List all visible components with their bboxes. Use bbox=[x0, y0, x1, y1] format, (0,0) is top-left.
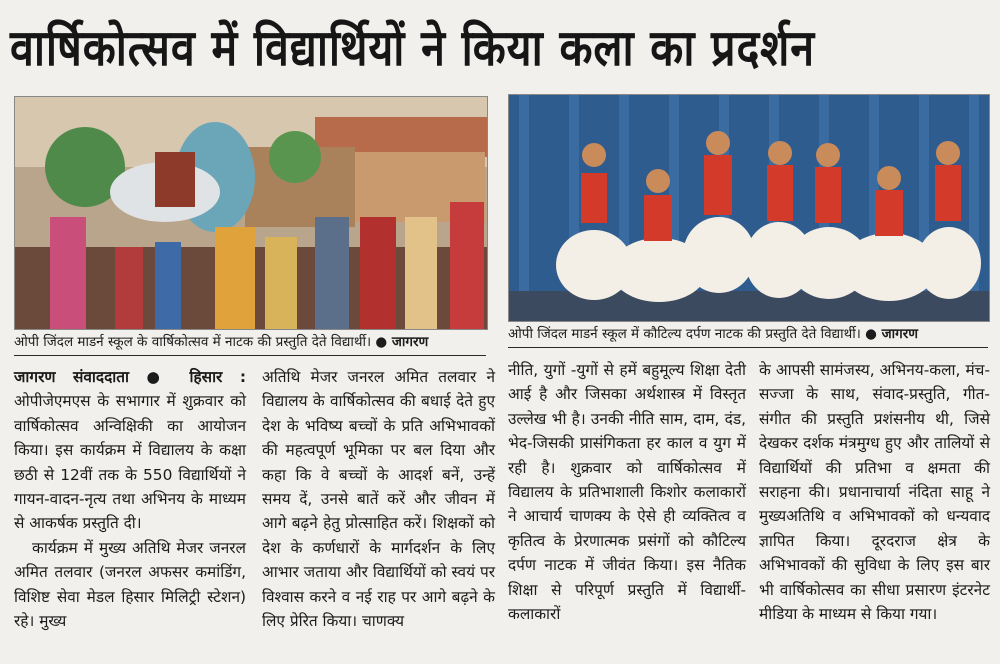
headline: वार्षिकोत्सव में विद्यार्थियों ने किया कला का प्रदर्शन bbox=[10, 19, 816, 77]
caption-rule bbox=[508, 347, 988, 348]
photo-caption-left bbox=[14, 331, 428, 353]
caption-credit: ● जागरण bbox=[865, 326, 919, 342]
paragraph: ओपीजेएमएस के सभागार में शुक्रवार को वार्षिकोत्सव अन्विक्षिकी का आयोजन किया। इस कार्यक्रम में विद्यालय के कक्षा छठी से 12वीं तक के 550 विद्यार्थियों ने गायन-वादन-नृत्य तथा अभिनय के माध्यम से आकर्षक प्रस्तुति दी। bbox=[14, 392, 246, 533]
caption-text: ओपी जिंदल माडर्न स्कूल के वार्षिकोत्सव में नाटक की प्रस्तुति देते विद्यार्थी। bbox=[14, 334, 372, 350]
photo-caption-right bbox=[508, 323, 918, 345]
article-column-2 bbox=[262, 365, 495, 633]
byline: जागरण संवाददाता ● हिसार : bbox=[14, 368, 246, 386]
paragraph: नीति, युगों -युगों से हमें बहुमूल्य शिक्षा देती आई है और जिसका अर्थशास्त्र में विस्तृत उल्लेख भी है। उनकी नीति साम, दाम, दंड, भेद-जिसकी प्रासंगिकता हर काल व युग में रही है। शुक्रवार को वार्षिकोत्सव में विद्यालय के प्रतिभाशाली किशोर कलाकारों ने आचार्य चाणक्य के ऐसे ही व्यक्तित्व व कृतित्व के प्रेरणात्मक प्रसंगों को कौटिल्य दर्पण नाटक में जीवंत किया। इस नैतिक शिक्षा से परिपूर्ण प्रस्तुति में विद्यार्थी-कलाकारों bbox=[508, 361, 746, 624]
caption-text: ओपी जिंदल माडर्न स्कूल में कौटिल्य दर्पण नाटक की प्रस्तुति देते विद्यार्थी। bbox=[508, 326, 861, 342]
photo-dance-performance bbox=[508, 94, 990, 322]
caption-rule bbox=[14, 355, 486, 356]
caption-credit: ● जागरण bbox=[375, 334, 429, 350]
photo-stage-play bbox=[14, 96, 488, 330]
article-column-4 bbox=[759, 358, 990, 626]
paragraph: कार्यक्रम में मुख्य अतिथि मेजर जनरल अमित तलवार (जनरल अफसर कमांडिंग, विशिष्ट सेवा मेडल हिसार मिलिट्री स्टेशन) रहे। मुख्य bbox=[14, 538, 246, 631]
paragraph: अतिथि मेजर जनरल अमित तलवार ने विद्यालय के वार्षिकोत्सव की बधाई देते हुए देश के भविष्य बच्चों के प्रति अभिभावकों की महत्वपूर्ण भूमिका पर बल दिया और कहा कि वे बच्चों के आदर्श बनें, उन्हें समय दें, उनसे बातें करें और जीवन में आगे बढ़ने हेतु प्रोत्साहित करें। शिक्षकों को देश के कर्णधारों के मार्गदर्शन के लिए आभार जताया और विद्यार्थियों को स्वयं पर विश्वास करने व नई राह पर आगे बढ़ने के लिए प्रेरित किया। चाणक्य bbox=[262, 368, 495, 631]
article-column-3 bbox=[508, 358, 746, 626]
paragraph: के आपसी सामंजस्य, अभिनय-कला, मंच-सज्जा के साथ, संवाद-प्रस्तुति, गीत-संगीत की प्रस्तुति प्रशंसनीय थी, जिसे देखकर दर्शक मंत्रमुग्ध हुए और तालियों से विद्यार्थियों की प्रतिभा व क्षमता की सराहना की। प्रधानाचार्या नंदिता साहू ने मुख्यअतिथि व अभिभावकों को धन्यवाद ज्ञापित किया। दूरदराज क्षेत्र के अभिभावकों की सुविधा के लिए इस बार भी वार्षिकोत्सव का सीधा प्रसारण इंटरनेट मीडिया के माध्यम से किया गया। bbox=[759, 361, 990, 624]
article-column-1 bbox=[14, 365, 246, 633]
